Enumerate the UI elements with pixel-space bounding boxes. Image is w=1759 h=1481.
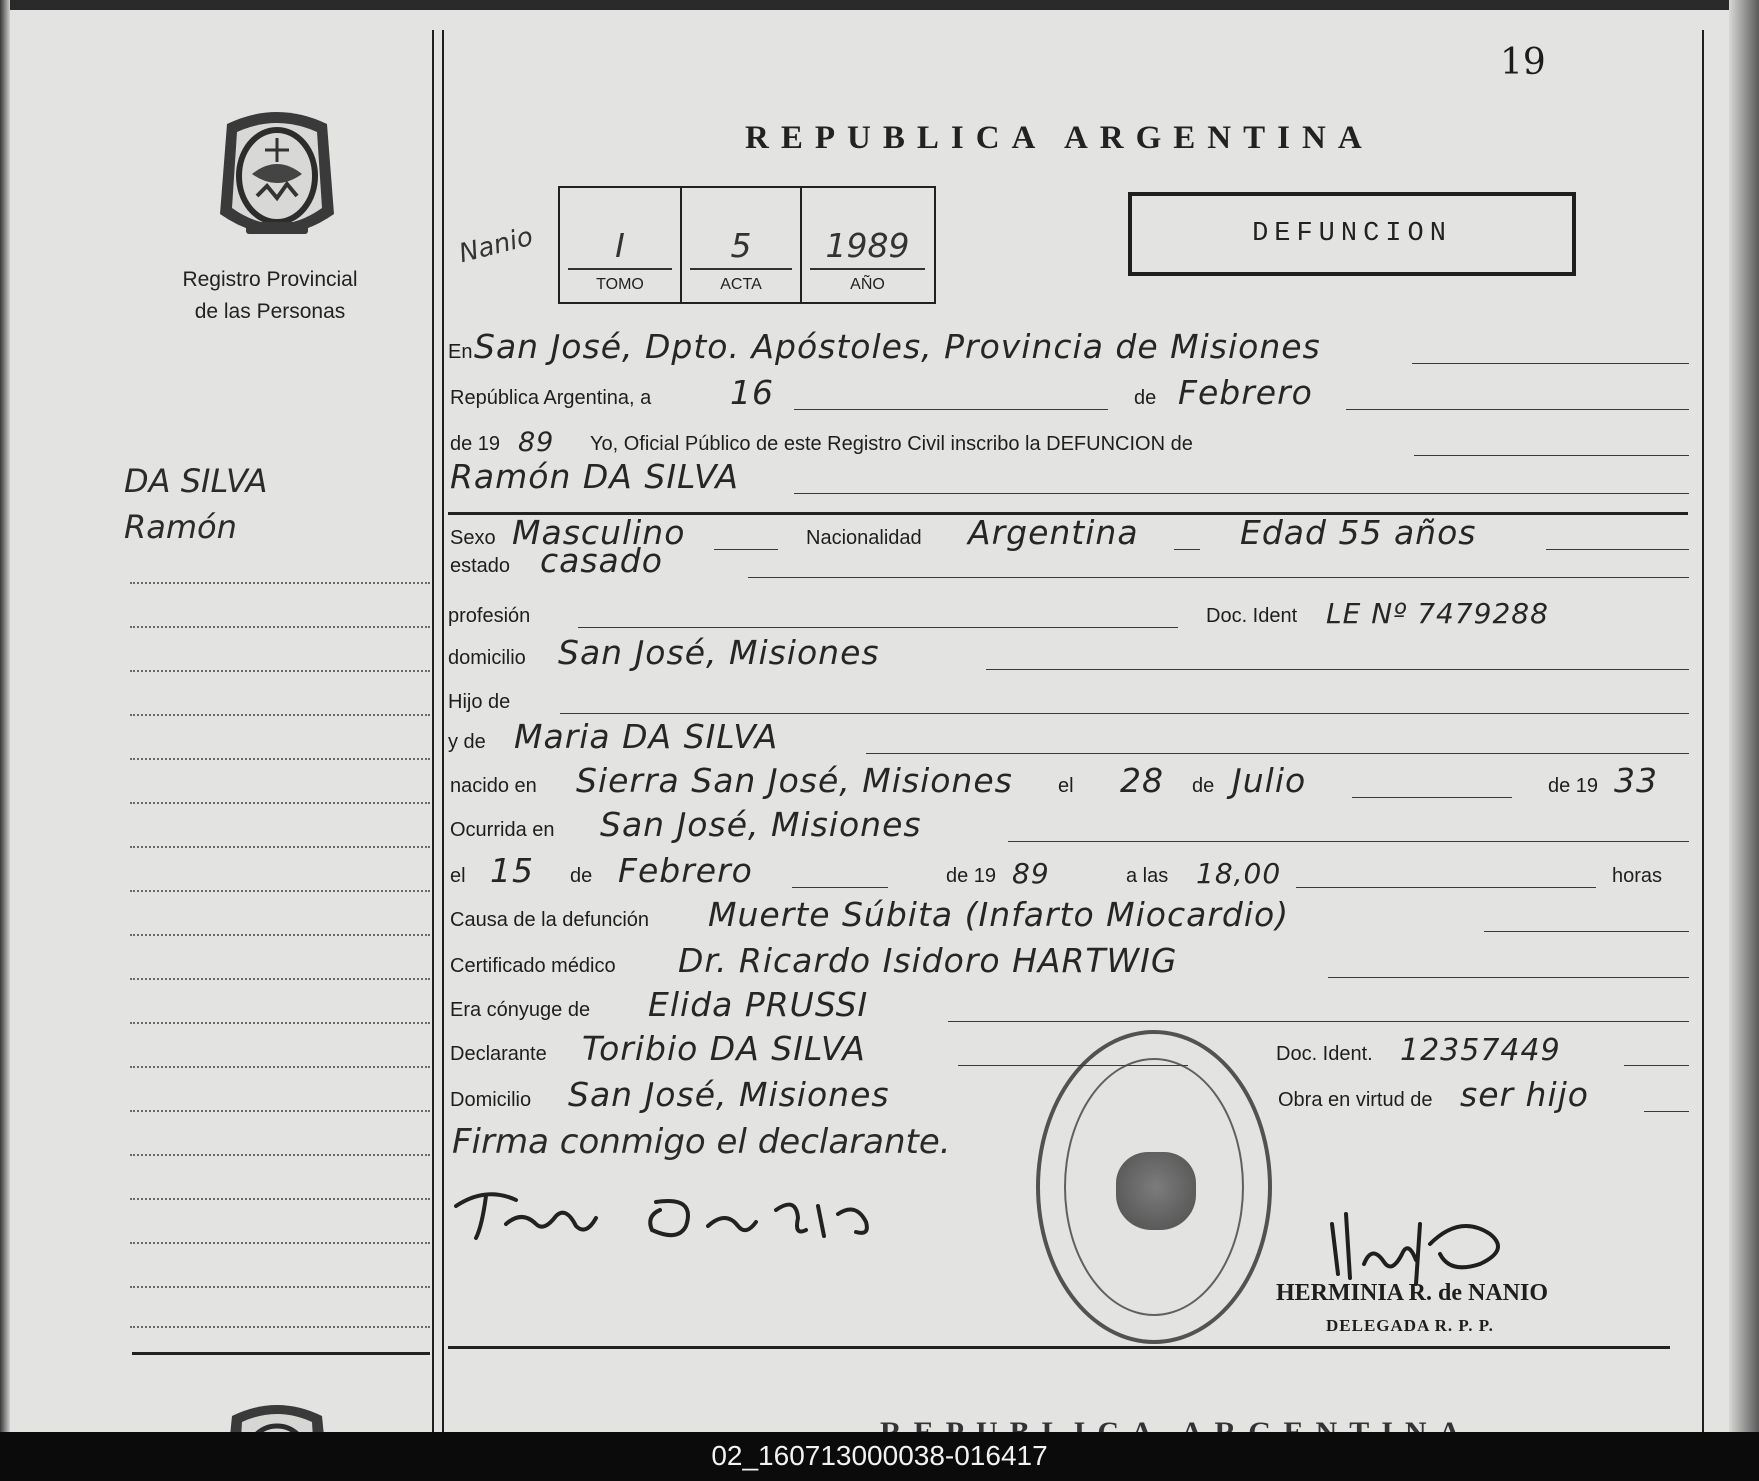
capacity-value: ser hijo xyxy=(1460,1075,1589,1114)
occurred-place: San José, Misiones xyxy=(600,805,922,844)
registry-name-line2: de las Personas xyxy=(194,300,346,323)
provincial-seal-icon xyxy=(212,104,342,250)
document-type-box xyxy=(1128,192,1576,276)
year-de-label: de 19 xyxy=(450,433,501,455)
margin-line xyxy=(130,1066,430,1068)
occurred-label: Ocurrida en xyxy=(450,819,555,841)
child-of-rule xyxy=(560,713,1689,714)
margin-given-name: Ramón xyxy=(124,508,237,546)
anio-value: 1989 xyxy=(825,226,910,265)
page-left-edge xyxy=(0,0,10,1432)
declarant-name: Toribio DA SILVA xyxy=(582,1029,866,1068)
tomo-cell xyxy=(560,188,680,302)
official-title: DELEGADA R. P. P. xyxy=(1326,1316,1494,1335)
country-heading: REPUBLICA ARGENTINA xyxy=(745,120,1374,156)
nationality-value: Argentina xyxy=(968,513,1139,552)
margin-line xyxy=(130,934,430,936)
death-month-rule xyxy=(792,887,888,888)
row-civil-status xyxy=(448,541,1689,584)
row-born xyxy=(448,761,1689,804)
mother-name: Maria DA SILVA xyxy=(514,717,779,756)
date-month: Febrero xyxy=(1178,373,1313,412)
birth-place: Sierra San José, Misiones xyxy=(576,761,1013,800)
anio-label: AÑO xyxy=(850,276,885,293)
margin-line xyxy=(130,1326,430,1328)
margin-line xyxy=(130,1110,430,1112)
official-stamp xyxy=(1036,1030,1272,1344)
spouse-value: Elida PRUSSI xyxy=(648,985,869,1024)
spouse-rule xyxy=(948,1021,1689,1022)
death-year-label: de 19 xyxy=(946,865,997,887)
margin-line xyxy=(130,1198,430,1200)
margin-line xyxy=(130,758,430,760)
registration-box xyxy=(558,186,936,304)
profession-label: profesión xyxy=(448,605,531,627)
date-day: 16 xyxy=(730,373,774,412)
acta-value: 5 xyxy=(730,226,752,265)
margin-line xyxy=(130,1022,430,1024)
born-year-label: de 19 xyxy=(1548,775,1599,797)
doc-ident-value: LE Nº 7479288 xyxy=(1326,597,1549,630)
death-time-rule xyxy=(1296,887,1596,888)
row-occurred xyxy=(448,805,1689,848)
year-statement-text: Yo, Oficial Público de este Registro Civil inscribo la DEFUNCION de xyxy=(590,433,1193,455)
row-cause xyxy=(448,895,1689,938)
certificate-value: Dr. Ricardo Isidoro HARTWIG xyxy=(678,941,1178,980)
form-left-border xyxy=(442,30,444,1432)
margin-line xyxy=(130,802,430,804)
civil-status-rule xyxy=(748,577,1689,578)
birth-month: Julio xyxy=(1232,761,1307,800)
death-day: 15 xyxy=(490,851,534,890)
footer-bar xyxy=(0,1432,1759,1481)
occurred-rule xyxy=(1008,841,1689,842)
death-hours-label: horas xyxy=(1612,865,1663,887)
margin-line xyxy=(130,846,430,848)
declarant-signature xyxy=(446,1166,886,1256)
row-child-of xyxy=(448,682,1689,720)
profession-rule xyxy=(578,627,1178,628)
cause-label: Causa de la defunción xyxy=(450,909,650,931)
birth-month-rule xyxy=(1352,797,1512,798)
row-and-of xyxy=(448,717,1689,760)
address-value: San José, Misiones xyxy=(558,633,880,672)
death-el-label: el xyxy=(450,865,466,887)
registration-margin-note: Nanio xyxy=(456,221,537,270)
tomo-value: I xyxy=(615,226,625,265)
anio-cell xyxy=(800,188,933,302)
document-type: DEFUNCION xyxy=(1252,219,1452,249)
margin-line xyxy=(130,1242,430,1244)
date-de-label: de xyxy=(1134,387,1157,409)
date-country-label: República Argentina, a xyxy=(450,387,652,409)
row-spouse xyxy=(448,985,1689,1028)
row-date xyxy=(448,373,1689,416)
age-value: Edad 55 años xyxy=(1240,513,1477,552)
civil-status-label: estado xyxy=(450,555,511,577)
spouse-label: Era cónyuge de xyxy=(450,999,591,1021)
death-month: Febrero xyxy=(618,851,753,890)
declarant-doc-rule xyxy=(1624,1065,1689,1066)
stamp-emblem-icon xyxy=(1116,1152,1196,1230)
birth-year: 33 xyxy=(1614,761,1658,800)
acta-cell xyxy=(680,188,800,302)
row-deceased xyxy=(448,457,1689,500)
declarant-doc-label: Doc. Ident. xyxy=(1276,1043,1373,1065)
doc-ident-label: Doc. Ident xyxy=(1206,605,1298,627)
and-of-rule xyxy=(866,753,1689,754)
birth-day: 28 xyxy=(1120,761,1164,800)
closing-note: Firma conmigo el declarante. xyxy=(452,1122,951,1162)
page-top-edge xyxy=(0,0,1759,10)
acta-rule xyxy=(690,268,792,270)
capacity-label: Obra en virtud de xyxy=(1278,1089,1433,1111)
year-statement-rule xyxy=(1414,455,1689,456)
margin-line xyxy=(130,582,430,584)
place-label: En xyxy=(448,341,473,363)
form-bottom-rule xyxy=(448,1346,1670,1349)
registry-name xyxy=(130,264,410,328)
nationality-label: Nacionalidad xyxy=(806,527,922,549)
and-of-label: y de xyxy=(448,731,486,753)
cause-value: Muerte Súbita (Infarto Miocardio) xyxy=(708,895,1290,934)
image-id-label: 02_160713000038-016417 xyxy=(711,1440,1048,1471)
deceased-rule xyxy=(794,493,1689,494)
margin-bottom-rule xyxy=(132,1352,430,1355)
declarant-label: Declarante xyxy=(450,1043,547,1065)
death-de-label: de xyxy=(570,865,593,887)
sex-label: Sexo xyxy=(450,527,496,549)
date-day-rule xyxy=(794,409,1108,410)
margin-divider xyxy=(432,30,434,1432)
cause-rule xyxy=(1484,931,1689,932)
year-value: 89 xyxy=(518,427,555,458)
margin-line xyxy=(130,714,430,716)
death-time-label: a las xyxy=(1126,865,1169,887)
declarant-doc-value: 12357449 xyxy=(1400,1033,1561,1068)
date-month-rule xyxy=(1346,409,1689,410)
margin-line xyxy=(130,1154,430,1156)
born-label: nacido en xyxy=(450,775,537,797)
official-name: HERMINIA R. de NANIO xyxy=(1276,1280,1549,1306)
capacity-rule xyxy=(1644,1111,1689,1112)
registry-name-line1: Registro Provincial xyxy=(182,268,358,291)
born-el-label: el xyxy=(1058,775,1074,797)
row-address xyxy=(448,633,1689,676)
acta-label: ACTA xyxy=(720,276,762,293)
address-label: domicilio xyxy=(448,647,526,669)
civil-status-value: casado xyxy=(540,541,663,580)
certificate-rule xyxy=(1328,977,1689,978)
page-right-edge xyxy=(1729,0,1759,1432)
tomo-label: TOMO xyxy=(596,276,644,293)
margin-surname: DA SILVA xyxy=(124,462,268,500)
deceased-name: Ramón DA SILVA xyxy=(450,457,739,496)
row-death-date xyxy=(448,851,1689,894)
tomo-rule xyxy=(568,268,672,270)
death-time: 18,00 xyxy=(1196,857,1282,890)
declarant-address-value: San José, Misiones xyxy=(568,1075,890,1114)
page-number: 19 xyxy=(1500,42,1546,83)
margin-line xyxy=(130,890,430,892)
row-profession xyxy=(448,596,1689,634)
sex-value: Masculino xyxy=(512,513,686,552)
row-place xyxy=(448,327,1689,370)
certificate-label: Certificado médico xyxy=(450,955,616,977)
margin-line xyxy=(130,626,430,628)
place-rule xyxy=(1412,363,1689,364)
margin-line xyxy=(130,1286,430,1288)
margin-line xyxy=(130,670,430,672)
declarant-address-label: Domicilio xyxy=(450,1089,532,1111)
margin-line xyxy=(130,978,430,980)
address-rule xyxy=(986,669,1689,670)
row-certificate xyxy=(448,941,1689,984)
child-of-label: Hijo de xyxy=(448,691,511,713)
place-value: San José, Dpto. Apóstoles, Provincia de Misiones xyxy=(474,327,1321,366)
row-declarant xyxy=(448,1029,1689,1072)
born-de-label: de xyxy=(1192,775,1215,797)
anio-rule xyxy=(810,268,925,270)
form-right-border xyxy=(1702,30,1704,1432)
death-year: 89 xyxy=(1012,857,1050,890)
